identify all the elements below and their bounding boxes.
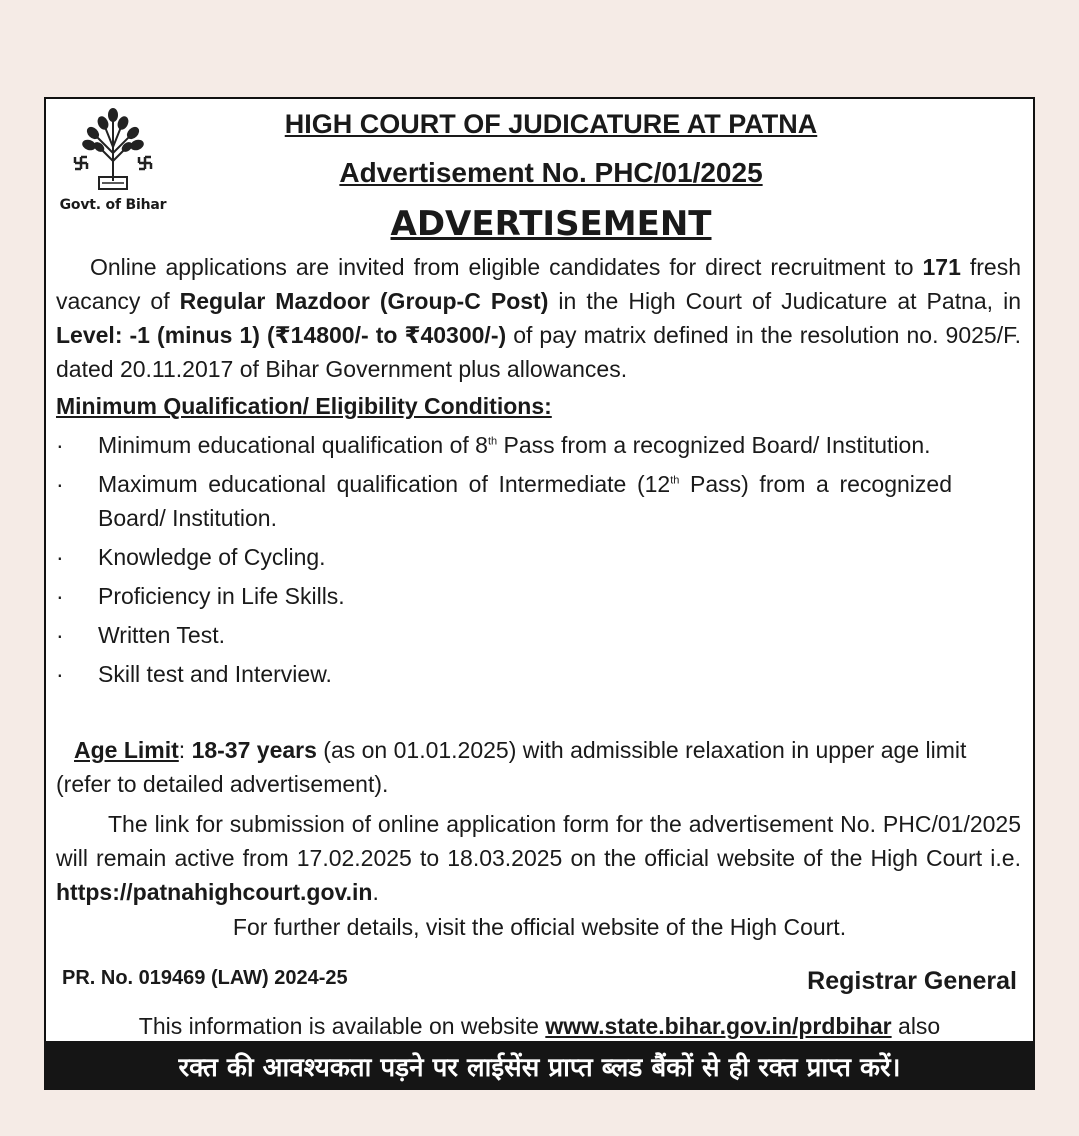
item-text: Knowledge of Cycling. xyxy=(98,544,326,570)
age-limit-paragraph xyxy=(56,733,1021,801)
bullet: · xyxy=(56,661,64,687)
item-text: Minimum educational qualification of 8 xyxy=(98,432,488,458)
advertisement-frame xyxy=(44,97,1035,1090)
age-range: 18-37 years xyxy=(191,737,317,763)
age-limit-label: Age Limit xyxy=(74,737,179,763)
blood-bank-banner xyxy=(44,1041,1035,1090)
govt-logo xyxy=(58,103,168,223)
item-text: Maximum educational qualification of Intermediate (12 xyxy=(98,471,671,497)
item-text: Pass from a recognized Board/ Institution. xyxy=(497,432,931,458)
ordinal-suffix: th xyxy=(670,474,680,487)
link-text: The link for submission of online application form for the advertisement No. PHC/01/2025 will remain active from 17.02.2025 to 18.03.2025 on the official website of the High Court i.e. xyxy=(56,811,1021,871)
bullet: · xyxy=(56,544,64,570)
page-title: ADVERTISEMENT xyxy=(390,204,712,244)
intro-text-4: of pay matrix defined in the resolution no. 9025/F. dated 20.11.2017 of Bihar Government plus allowances. xyxy=(56,322,1021,382)
signatory: Registrar General xyxy=(807,967,1017,995)
list-item xyxy=(56,467,952,535)
further-details: For further details, visit the official website of the High Court. xyxy=(232,914,847,940)
list-item xyxy=(56,579,952,613)
item-text: Pass) from a recognized Board/ Institution. xyxy=(98,471,952,531)
court-name: HIGH COURT OF JUDICATURE AT PATNA xyxy=(284,109,818,139)
bullet: · xyxy=(56,622,64,648)
high-court-url-link[interactable]: https://patnahighcourt.gov.in xyxy=(56,879,373,905)
logo-caption: Govt. of Bihar xyxy=(59,197,167,213)
list-item xyxy=(56,428,952,462)
bihar-emblem-icon xyxy=(67,103,159,195)
vacancy-count: 171 xyxy=(922,254,961,280)
application-link-paragraph xyxy=(56,807,1021,909)
eligibility-list xyxy=(56,428,952,696)
item-text: Written Test. xyxy=(98,622,225,648)
bullet: · xyxy=(56,432,64,458)
pay-level: Level: -1 (minus 1) (₹14800/- to ₹40300/-) xyxy=(56,322,507,348)
intro-paragraph xyxy=(56,250,1021,386)
bullet: · xyxy=(56,583,64,609)
intro-text-3: in the High Court of Judicature at Patna, in xyxy=(548,288,1021,314)
link-text-end: . xyxy=(372,879,379,905)
list-item xyxy=(56,540,952,574)
prd-bihar-link[interactable]: www.state.bihar.gov.in/prdbihar xyxy=(545,1013,892,1039)
advertisement-number: Advertisement No. PHC/01/2025 xyxy=(339,157,763,188)
post-name: Regular Mazdoor (Group-C Post) xyxy=(179,288,549,314)
intro-text-1: Online applications are invited from eligible candidates for direct recruitment to xyxy=(90,254,923,280)
website-notice xyxy=(46,1013,1033,1040)
item-text: Skill test and Interview. xyxy=(98,661,332,687)
list-item xyxy=(56,657,952,691)
pr-number: PR. No. 019469 (LAW) 2024-25 xyxy=(62,967,348,989)
intro-text-2: fresh vacancy of xyxy=(56,254,1021,314)
website-text-end: also xyxy=(891,1013,941,1039)
ordinal-suffix: th xyxy=(487,435,498,448)
age-text: (as on 01.01.2025) with admissible relaxation in upper age limit (refer to detailed advertisement). xyxy=(56,737,967,797)
age-separator: : xyxy=(178,737,192,763)
hindi-banner-text: रक्त की आवश्यकता पड़ने पर लाईसेंस प्राप्त ब्लड बैंकों से ही रक्त प्राप्त करें। xyxy=(178,1052,901,1083)
eligibility-heading: Minimum Qualification/ Eligibility Conditions: xyxy=(56,393,552,419)
bullet: · xyxy=(56,471,64,497)
item-text: Proficiency in Life Skills. xyxy=(98,583,345,609)
website-text: This information is available on website xyxy=(138,1013,546,1039)
list-item xyxy=(56,618,952,652)
